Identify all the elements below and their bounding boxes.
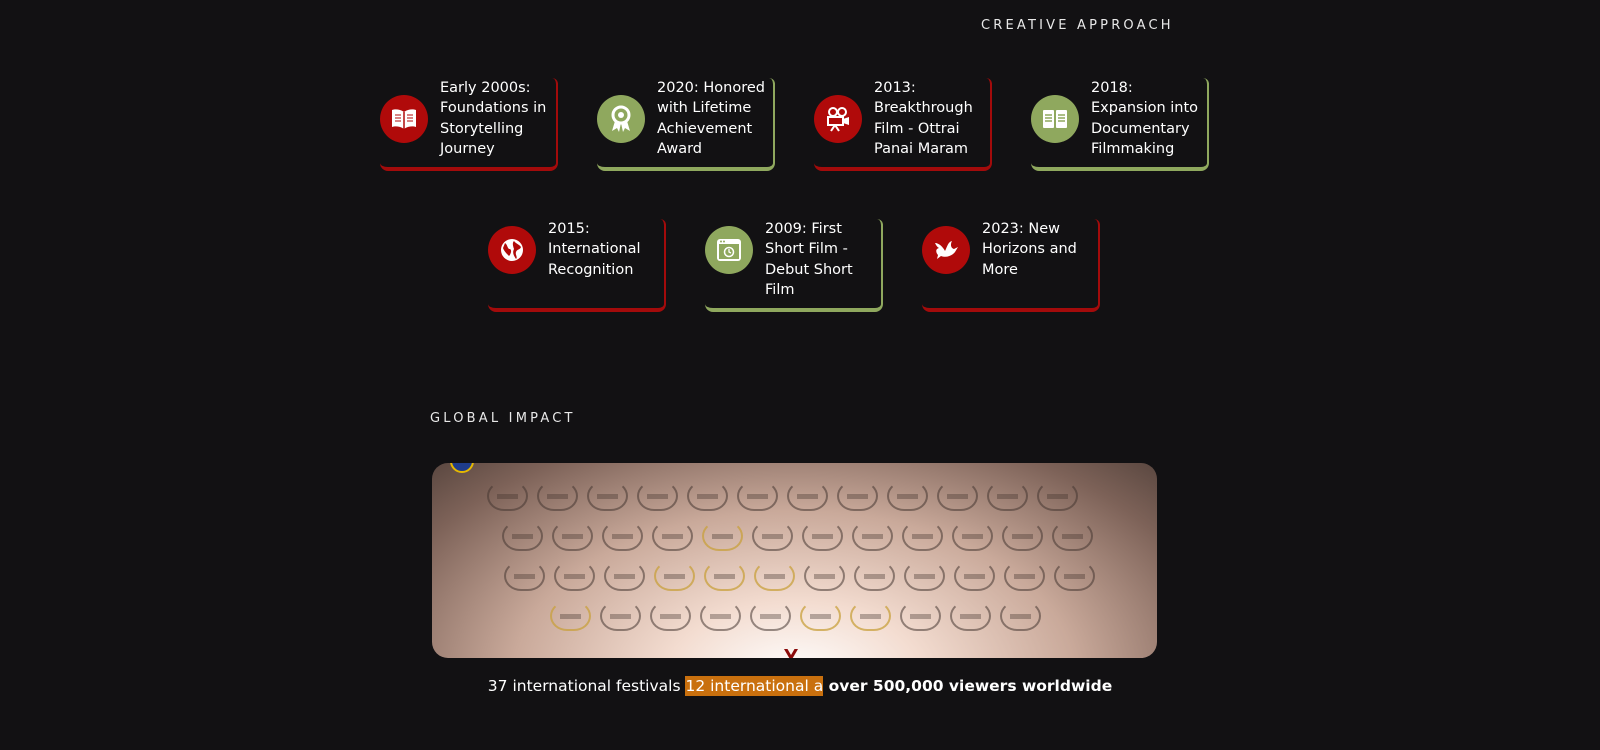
- timeline-card-text: 2023: New Horizons and More: [982, 221, 1077, 278]
- timeline-card-2018[interactable]: [1031, 78, 1209, 171]
- timeline-card-2013[interactable]: [814, 78, 992, 171]
- timeline-card-2023[interactable]: [922, 219, 1100, 312]
- caption-viewers: over 500,000 viewers worldwide: [823, 677, 1113, 695]
- timeline-card-text: Early 2000s: Foundations in Storytelling Journey: [440, 80, 547, 157]
- dove-icon: [922, 226, 970, 274]
- caption-festivals: 37 international festivals: [487, 677, 686, 695]
- timeline-card-2015[interactable]: [488, 219, 666, 312]
- globe-icon: [488, 226, 536, 274]
- impact-caption: [0, 677, 1600, 695]
- timeline-card-2020[interactable]: [597, 78, 775, 171]
- timeline-card-text: 2009: First Short Film -Debut Short Film: [765, 221, 853, 298]
- emblem-logo: [450, 463, 474, 473]
- caption-highlighted-text: 12 international a: [685, 677, 824, 695]
- timeline-card-text: 2015: International Recognition: [548, 221, 641, 278]
- browser-window-icon: [705, 226, 753, 274]
- creative-approach-heading: CREATIVE APPROACH: [981, 18, 1174, 33]
- film-camera-icon: [814, 95, 862, 143]
- timeline-card-2009[interactable]: [705, 219, 883, 312]
- timeline-card-early-2000s[interactable]: [380, 78, 558, 171]
- book-text-icon: [1031, 95, 1079, 143]
- timeline-card-text: 2013: Breakthrough Film - Ottrai Panai Maram: [874, 80, 973, 157]
- timeline-card-text: 2020: Honored with Lifetime Achievement Award: [657, 80, 765, 157]
- open-book-icon: [380, 95, 428, 143]
- festival-laurels-image: [432, 463, 1157, 658]
- award-ribbon-icon: [597, 95, 645, 143]
- global-impact-heading: GLOBAL IMPACT: [430, 411, 576, 426]
- timeline-card-text: 2018: Expansion into Documentary Filmmaking: [1091, 80, 1199, 157]
- figure-silhouette: [784, 649, 798, 658]
